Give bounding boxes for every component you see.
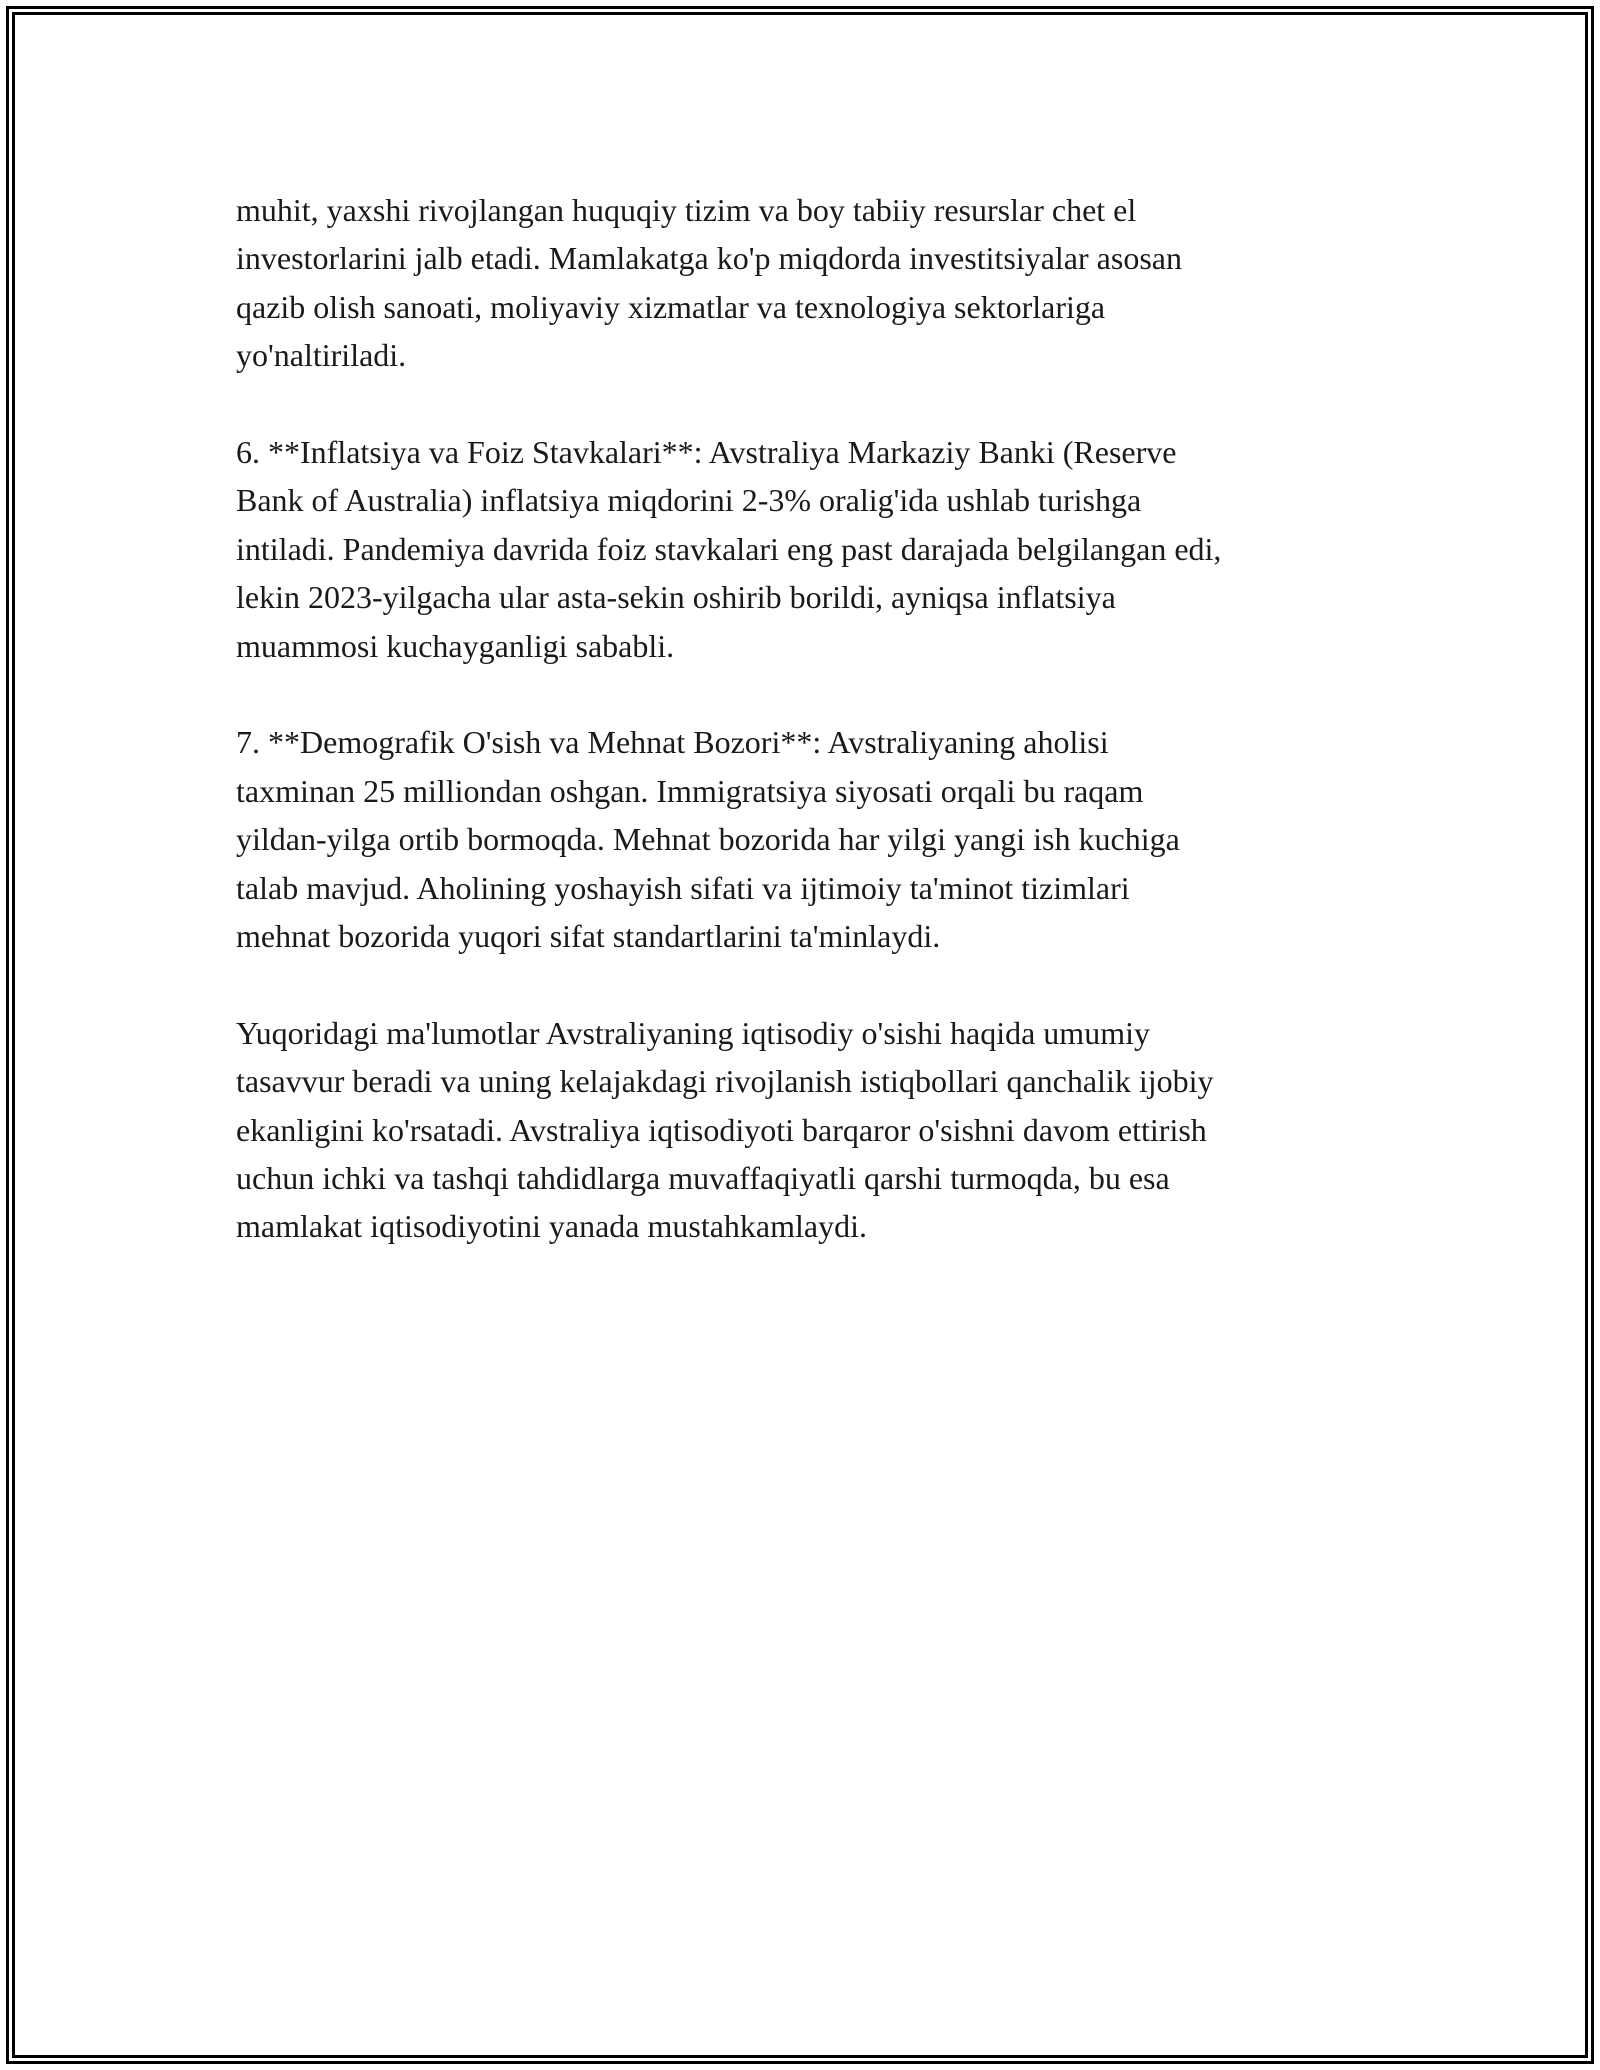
document-body bbox=[236, 186, 1376, 1299]
paragraph-investment-continuation: muhit, yaxshi rivojlangan huquqiy tizim va boy tabiiy resurslar chet el investorlarini jalb etadi. Mamlakatga ko'p miqdorda investitsiyalar asosan qazib olish sanoati, moliyaviy xizmatlar va texnologiya sektorlariga yo'naltiriladi. bbox=[236, 192, 1182, 374]
paragraph-demographic-labor-market: 7. **Demografik O'sish va Mehnat Bozori**: Avstraliyaning aholisi taxminan 25 milliondan oshgan. Immigratsiya siyosati orqali bu raqam yildan-yilga ortib bormoqda. Mehnat bozorida har yilgi yangi ish kuchiga talab mavjud. Aholining yoshayish sifati va ijtimoiy ta'minot tizimlari mehnat bozorida yuqori sifat standartlarini ta'minlaydi. bbox=[236, 724, 1180, 955]
paragraph-inflation-interest-rates: 6. **Inflatsiya va Foiz Stavkalari**: Avstraliya Markaziy Banki (Reserve Bank of Australia) inflatsiya miqdorini 2-3% oralig'ida ushlab turishga intiladi. Pandemiya davrida foiz stavkalari eng past darajada belgilangan edi, lekin 2023-yilgacha ular asta-sekin oshirib borildi, ayniqsa inflatsiya muammosi kuchayganligi sababli. bbox=[236, 434, 1222, 664]
paragraph-conclusion: Yuqoridagi ma'lumotlar Avstraliyaning iqtisodiy o'sishi haqida umumiy tasavvur beradi va uning kelajakdagi rivojlanish istiqbollari qanchalik ijobiy ekanligini ko'rsatadi. Avstraliya iqtisodiyoti barqaror o'sishni davom ettirish uchun ichki va tashqi tahdidlarga muvaffaqiyatli qarshi turmoqda, bu esa mamlakat iqtisodiyotini yanada mustahkamlaydi. bbox=[236, 1014, 1214, 1245]
